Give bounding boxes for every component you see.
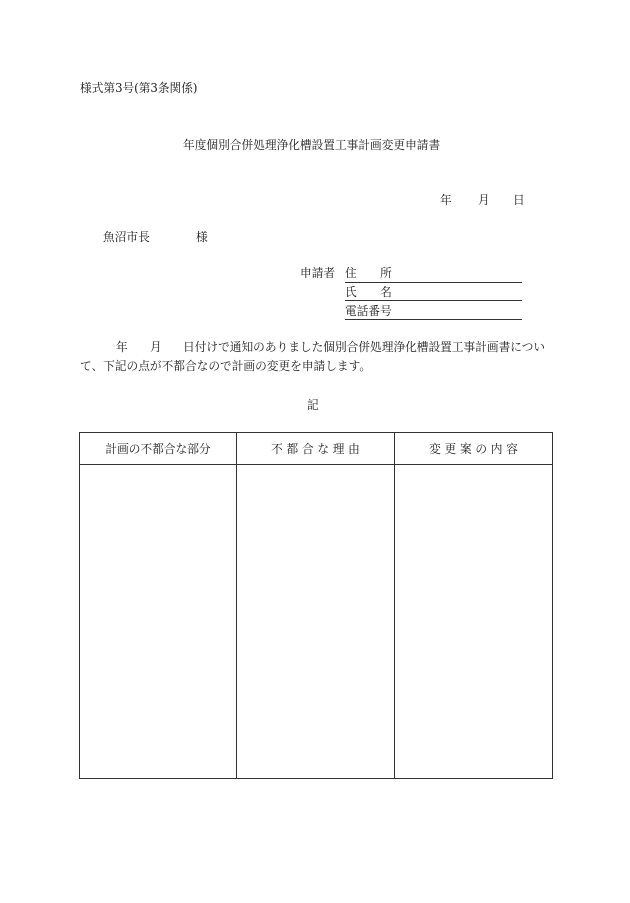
address-field-label: 住 所	[345, 266, 392, 280]
body-line-1: 日付けで通知のありました個別合併処理浄化槽設置工事計画書につい	[183, 340, 546, 354]
applicant-label: 申請者	[300, 266, 336, 280]
form-number: 様式第3号(第3条関係)	[80, 81, 198, 95]
table-header-row	[80, 433, 553, 465]
body-year-label: 年	[116, 340, 128, 354]
body-line-2: て、下記の点が不都合なので計画の変更を申請します。	[80, 359, 372, 373]
name-underline	[345, 300, 522, 301]
date-day-label: 日	[513, 193, 525, 207]
cell-problem-part	[80, 465, 237, 779]
date-year-label: 年	[440, 193, 452, 207]
date-month-label: 月	[478, 193, 490, 207]
address-underline	[345, 282, 522, 283]
header-problem-reason: 不 都 合 な 理 由	[237, 433, 395, 465]
addressee-name: 魚沼市長	[103, 230, 150, 244]
change-details-table	[79, 432, 553, 779]
body-month-label: 月	[150, 340, 162, 354]
phone-underline	[345, 319, 522, 320]
name-field-label: 氏 名	[345, 285, 392, 299]
table-row	[80, 465, 553, 779]
cell-change-content	[395, 465, 553, 779]
ki-heading: 記	[307, 398, 319, 412]
cell-problem-reason	[237, 465, 395, 779]
header-change-content: 変 更 案 の 内 容	[395, 433, 553, 465]
phone-field-label: 電話番号	[345, 304, 392, 318]
document-title: 年度個別合併処理浄化槽設置工事計画変更申請書	[183, 138, 441, 152]
header-problem-part: 計画の不都合な部分	[80, 433, 237, 465]
addressee-honorific: 様	[196, 230, 208, 244]
